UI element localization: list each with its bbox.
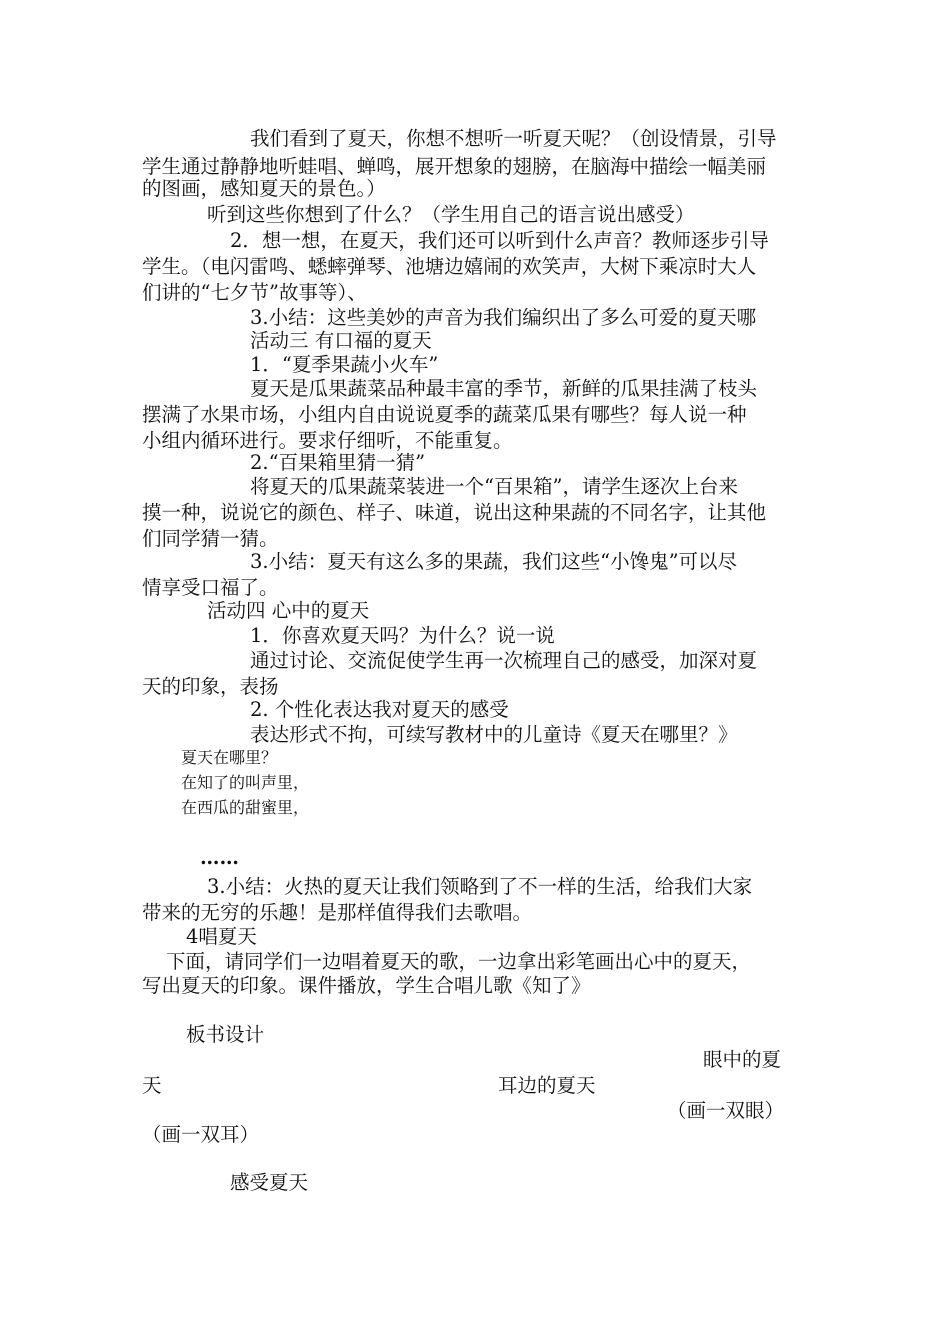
paragraph-line: 学生。（电闪雷鸣、蟋蟀弹琴、池塘边嬉闹的欢笑声，大树下乘凉时大人 [142,255,757,278]
paragraph-line: 摸一种，说说它的颜色、样子、味道，说出这种果蔬的不同名字，让其他 [142,501,767,524]
paragraph-line: 小组内循环进行。要求仔细听，不能重复。 [142,429,513,452]
poem-line: 在西瓜的甜蜜里， [181,798,310,817]
summary-line: 3.小结：夏天有这么多的果蔬，我们这些“小馋鬼”可以尽 [250,550,738,573]
item-heading: 2.“百果箱里猜一猜” [250,451,426,474]
poem-line: 在知了的叫声里， [181,773,310,792]
board-eyes-label: 眼中的夏 [703,1048,782,1071]
paragraph-line: 听到这些你想到了什么？（学生用自己的语言说出感受） [207,203,695,226]
item-heading: 1．你喜欢夏天吗？为什么？说一说 [250,624,555,647]
poem-line: 夏天在哪里？ [181,748,278,767]
paragraph-line: 摆满了水果市场，小组内自由说说夏季的蔬菜瓜果有哪些？每人说一种 [142,403,747,426]
board-ears-note: （画一双耳） [142,1123,260,1146]
ellipsis: …… [200,846,239,869]
paragraph-line: 天的印象，表扬 [142,675,279,698]
paragraph-line: 学生通过静静地听蛙唱、蝉鸣，展开想象的翅膀，在脑海中描绘一幅美丽 [142,155,767,178]
board-ears-label: 耳边的夏天 [498,1074,596,1097]
paragraph-line: 将夏天的瓜果蔬菜装进一个“百果箱”，请学生逐次上台来 [250,475,738,498]
board-title: 板书设计 [186,1023,265,1046]
summary-line: 情享受口福了。 [142,576,279,599]
paragraph-line: 夏天是瓜果蔬菜品种最丰富的季节，新鲜的瓜果挂满了枝头 [250,377,758,400]
summary-line: 3.小结：这些美妙的声音为我们编织出了多么可爱的夏天哪 [250,306,757,329]
activity-heading: 活动四 心中的夏天 [207,599,370,622]
section-heading: 4唱夏天 [186,925,257,948]
paragraph-line: 我们看到了夏天，你想不想听一听夏天呢？（创设情景，引导 [250,127,777,150]
paragraph-line: 的图画，感知夏天的景色。） [142,177,386,200]
activity-heading: 活动三 有口福的夏天 [250,329,432,352]
paragraph-line: 们讲的“七夕节”故事等）、 [142,281,367,304]
board-eyes-label-cont: 天 [142,1074,162,1097]
summary-line: 带来的无穷的乐趣！是那样值得我们去歌唱。 [142,901,533,924]
item-heading: 2. 个性化表达我对夏天的感受 [250,698,509,721]
item-heading: 1．“夏季果蔬小火车” [250,353,439,376]
board-feel-label: 感受夏天 [230,1171,309,1194]
paragraph-line: 们同学猜一猜。 [142,527,279,550]
paragraph-line: 表达形式不拘，可续写教材中的儿童诗《夏天在哪里？》 [250,723,738,746]
summary-line: 3.小结：火热的夏天让我们领略到了不一样的生活，给我们大家 [207,875,753,898]
paragraph-line: 下面，请同学们一边唱着夏天的歌，一边拿出彩笔画出心中的夏天， [166,950,752,973]
paragraph-line: 通过讨论、交流促使学生再一次梳理自己的感受，加深对夏 [250,649,758,672]
paragraph-line: 2．想一想，在夏天，我们还可以听到什么声音？教师逐步引导 [230,229,769,252]
paragraph-line: 写出夏天的印象。课件播放，学生合唱儿歌《知了》 [142,974,591,997]
board-eyes-note: （画一双眼） [667,1099,785,1122]
